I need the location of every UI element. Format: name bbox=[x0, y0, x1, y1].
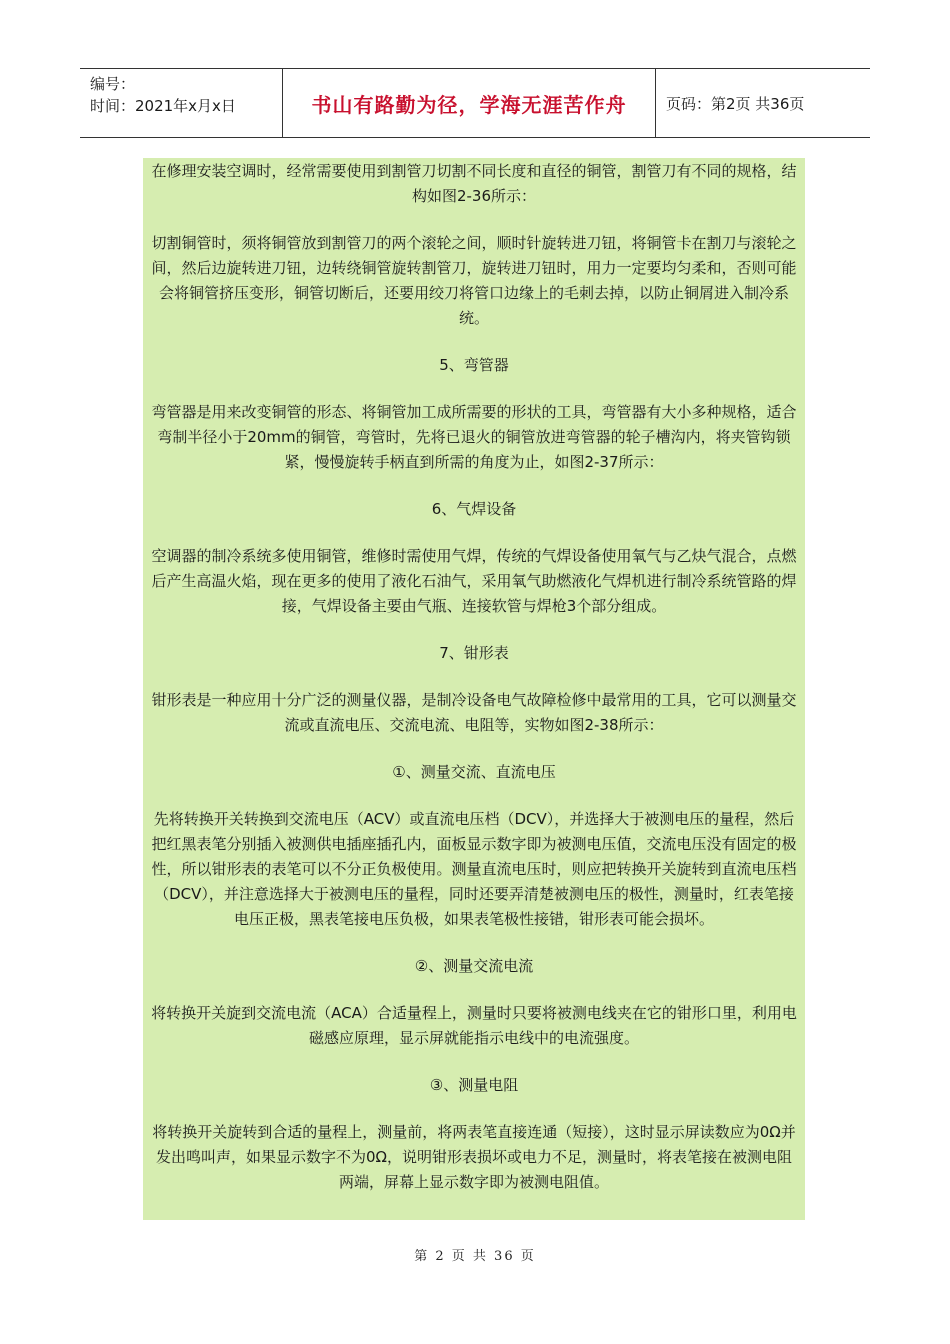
section-heading: 7、钳形表 bbox=[439, 644, 509, 662]
paragraph-gap bbox=[149, 1098, 799, 1120]
paragraph-gap bbox=[149, 1051, 799, 1073]
paragraph-gap bbox=[149, 738, 799, 760]
code-label: 编号： bbox=[90, 75, 136, 93]
paragraph: 先将转换开关转换到交流电压（ACV）或直流电压档（DCV），并选择大于被测电压的量程，然后把红黑表笔分别插入被测供电插座插孔内，面板显示数字即为被测电压值，交流电压没有固定的极性，所以钳形表的表笔可以不分正负极使用。测量直流电压时，则应把转换开关旋转到直流电压档（DCV），并注意选择大于被测电压的量程，同时还要弄清楚被测电压的极性，测量时，红表笔接电压正极，黑表笔接电压负极，如果表笔极性接错，钳形表可能会损坏。 bbox=[151, 810, 797, 928]
paragraph: 切割铜管时，须将铜管放到割管刀的两个滚轮之间，顺时针旋转进刀钮，将铜管卡在割刀与滚轮之间，然后边旋转进刀钮，边转绕铜管旋转割管刀，旋转进刀钮时，用力一定要均匀柔和，否则可能会将铜管挤压变形，铜管切断后，还要用绞刀将管口边缘上的毛刺去掉，以防止铜屑进入制冷系统。 bbox=[151, 234, 797, 327]
section-heading: ①、测量交流、直流电压 bbox=[392, 763, 556, 781]
paragraph: 将转换开关旋转到合适的量程上，测量前，将两表笔直接连通（短接），这时显示屏读数应为0Ω并发出鸣叫声，如果显示数字不为0Ω，说明钳形表损坏或电力不足，测量时，将表笔接在被测电阻两端，屏幕上显示数字即为被测电阻值。 bbox=[152, 1123, 796, 1191]
paragraph: 在修理安装空调时，经常需要使用到割管刀切割不同长度和直径的铜管，割管刀有不同的规格，结构如图2-36所示： bbox=[151, 162, 797, 205]
paragraph: 空调器的制冷系统多使用铜管，维修时需使用气焊，传统的气焊设备使用氧气与乙炔气混合，点燃后产生高温火焰，现在更多的使用了液化石油气，采用氧气助燃液化气焊机进行制冷系统管路的焊接，气焊设备主要由气瓶、连接软管与焊枪3个部分组成。 bbox=[151, 547, 797, 615]
time-label: 时间：2021年x月x日 bbox=[90, 97, 236, 115]
section-heading: 5、弯管器 bbox=[439, 356, 509, 374]
paragraph-gap bbox=[149, 979, 799, 1001]
paragraph-gap bbox=[149, 619, 799, 641]
paragraph-gap bbox=[149, 475, 799, 497]
paragraph-gap bbox=[149, 932, 799, 954]
header-motto: 书山有路勤为径，学海无涯苦作舟 bbox=[282, 69, 656, 137]
paragraph-gap bbox=[149, 522, 799, 544]
paragraph: 钳形表是一种应用十分广泛的测量仪器，是制冷设备电气故障检修中最常用的工具，它可以测量交流或直流电压、交流电流、电阻等，实物如图2-38所示： bbox=[151, 691, 797, 734]
section-heading: ②、测量交流电流 bbox=[414, 957, 534, 975]
paragraph-gap bbox=[149, 209, 799, 231]
paragraph: 弯管器是用来改变铜管的形态、将铜管加工成所需要的形状的工具，弯管器有大小多种规格，适合弯制半径小于20mm的铜管，弯管时，先将已退火的铜管放进弯管器的轮子槽沟内，将夹管钩锁紧，慢慢旋转手柄直到所需的角度为止，如图2-37所示： bbox=[151, 403, 797, 471]
header-page-label: 页码：第2页 共36页 bbox=[666, 94, 805, 113]
paragraph-gap bbox=[149, 378, 799, 400]
paragraph-gap bbox=[149, 666, 799, 688]
paragraph: 将转换开关旋到交流电流（ACA）合适量程上，测量时只要将被测电线夹在它的钳形口里，利用电磁感应原理，显示屏就能指示电线中的电流强度。 bbox=[151, 1004, 797, 1047]
paragraph-gap bbox=[149, 331, 799, 353]
section-heading: ③、测量电阻 bbox=[429, 1076, 519, 1094]
content-block bbox=[143, 158, 805, 1220]
header-left-cell bbox=[80, 69, 282, 137]
section-heading: 6、气焊设备 bbox=[431, 500, 517, 518]
page-header bbox=[80, 68, 870, 138]
paragraph-gap bbox=[149, 785, 799, 807]
page-footer: 第 2 页 共 36 页 bbox=[414, 1249, 536, 1264]
